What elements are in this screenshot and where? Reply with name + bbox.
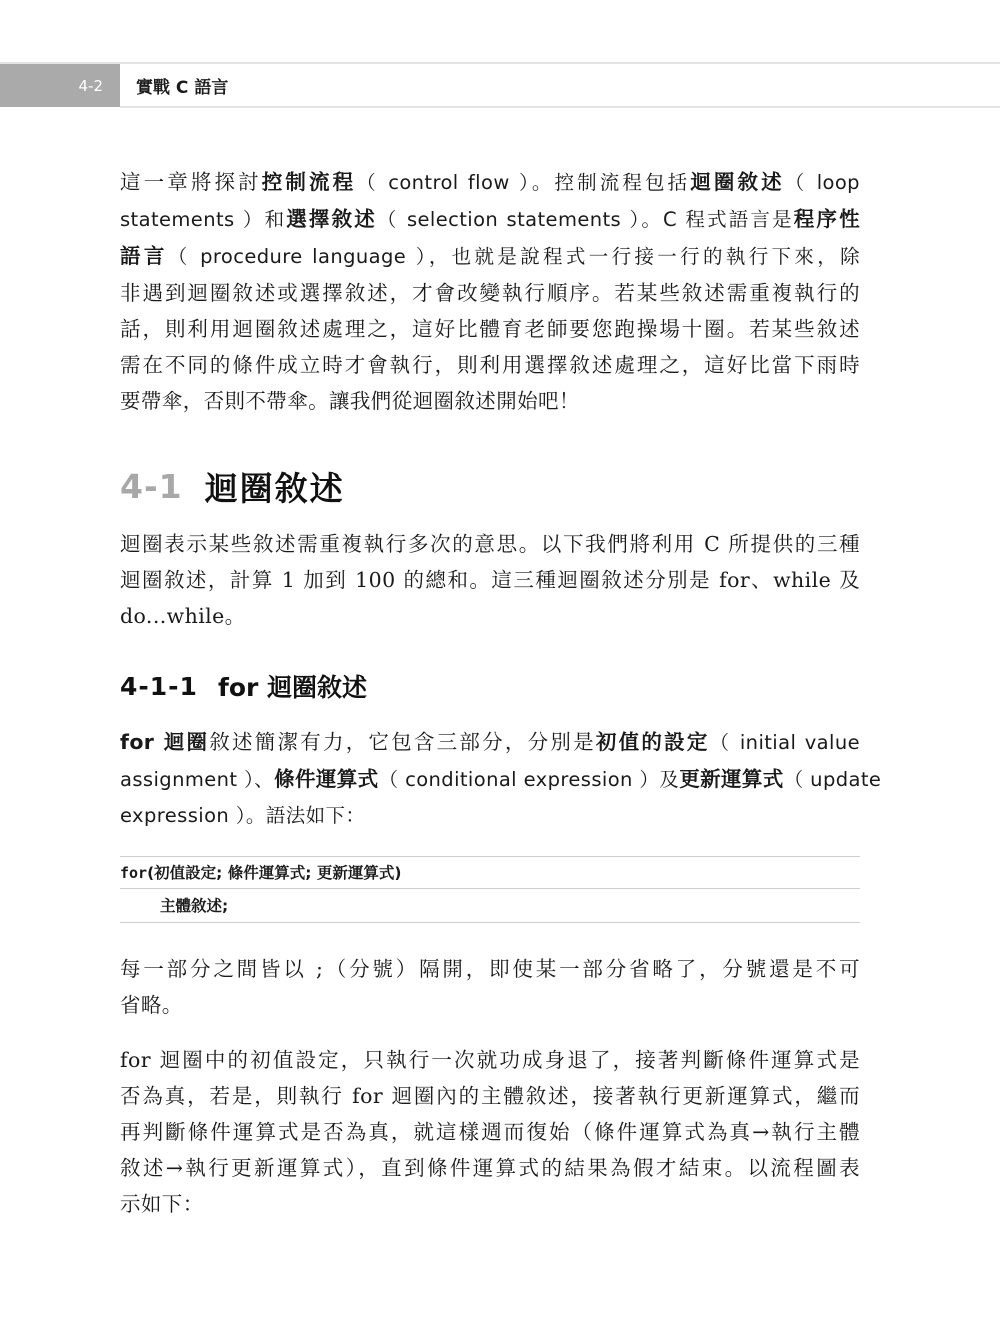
subsection-title: for 迴圈敘述 (217, 673, 368, 702)
keyword-for: for (120, 864, 148, 882)
text-line: 話，則利用迴圈敘述處理之，這好比體育老師要您跑操場十圈。若某些敘述 (120, 317, 860, 341)
term-for-loop: for 迴圈 (120, 730, 210, 754)
text-line: 每一部分之間皆以 ;（分號）隔開，即使某一部分省略了，分號還是不可 (120, 957, 860, 981)
text-line: for 迴圈中的初值設定，只執行一次就功成身退了，接著判斷條件運算式是 (120, 1048, 860, 1072)
text-line: 語言（ procedure language ），也就是說程式一行接一行的執行下來，除 (120, 244, 860, 268)
semicolon-paragraph (120, 951, 860, 1023)
text-line: 再判斷條件運算式是否為真，就這樣週而復始（條件運算式為真→執行主體 (120, 1120, 860, 1144)
text-line: 迴圈表示某些敘述需重複執行多次的意思。以下我們將利用 C 所提供的三種 (120, 532, 860, 556)
text-line: 示如下： (120, 1192, 204, 1216)
text-line: 省略。 (120, 993, 183, 1017)
term-procedural: 程序性 (793, 207, 860, 231)
for-paragraph (120, 724, 882, 834)
text-line: expression ）。語法如下： (120, 804, 366, 827)
syntax-line-2: 主體敘述; (160, 897, 229, 915)
text-line: assignment ）、條件運算式（ conditional expression ）及更新運算式（ update (120, 767, 882, 791)
text-line: 這一章將探討控制流程（ control flow ）。控制流程包括迴圈敘述（ loop (120, 170, 860, 194)
syntax-rule-top (120, 856, 860, 857)
intro-paragraph (120, 164, 860, 419)
running-book-title: 實戰 C 語言 (136, 78, 229, 98)
text-line: 否為真，若是，則執行 for 迴圈內的主體敘述，接著執行更新運算式，繼而 (120, 1084, 860, 1108)
syntax-rule-middle (120, 888, 860, 889)
term-conditional-expression: 條件運算式 (274, 767, 379, 791)
syntax-line-1: for(初值設定; 條件運算式; 更新運算式) (120, 864, 402, 882)
syntax-rule-bottom (120, 922, 860, 923)
text-line: 迴圈敘述，計算 1 加到 100 的總和。這三種迴圈敘述分別是 for、while 及 (120, 568, 860, 592)
text-line: do...while。 (120, 604, 246, 628)
section-number: 4-1 (120, 466, 183, 506)
section-title: 迴圈敘述 (204, 468, 345, 508)
text-line: 非遇到迴圈敘述或選擇敘述，才會改變執行順序。若某些敘述需重複執行的 (120, 281, 860, 305)
text-line: for 迴圈敘述簡潔有力，它包含三部分，分別是初值的設定（ initial value (120, 730, 860, 754)
term-update-expression: 更新運算式 (679, 767, 784, 791)
text-line: statements ）和選擇敘述（ selection statements ）。C 程式語言是程序性 (120, 207, 860, 231)
subsection-number: 4-1-1 (120, 671, 198, 701)
term-control-flow: 控制流程 (261, 170, 357, 194)
page-number-tab (0, 64, 120, 107)
text-line: 敘述→執行更新運算式），直到條件運算式的結果為假才結束。以流程圖表 (120, 1156, 860, 1180)
subsection-heading (120, 668, 367, 704)
page-number: 4-2 (78, 76, 103, 95)
section-paragraph (120, 526, 860, 634)
text-line: 要帶傘，否則不帶傘。讓我們從迴圈敘述開始吧！ (120, 389, 580, 413)
section-heading (120, 462, 345, 510)
term-selection-statements: 選擇敘述 (286, 207, 377, 231)
text-line: 需在不同的條件成立時才會執行，則利用選擇敘述處理之，這好比當下雨時 (120, 353, 860, 377)
term-loop-statements: 迴圈敘述 (690, 170, 785, 194)
term-language: 語言 (120, 244, 168, 268)
header-rule-bottom (120, 106, 1000, 108)
flow-paragraph (120, 1042, 860, 1222)
term-initial-value: 初值的設定 (595, 730, 710, 754)
